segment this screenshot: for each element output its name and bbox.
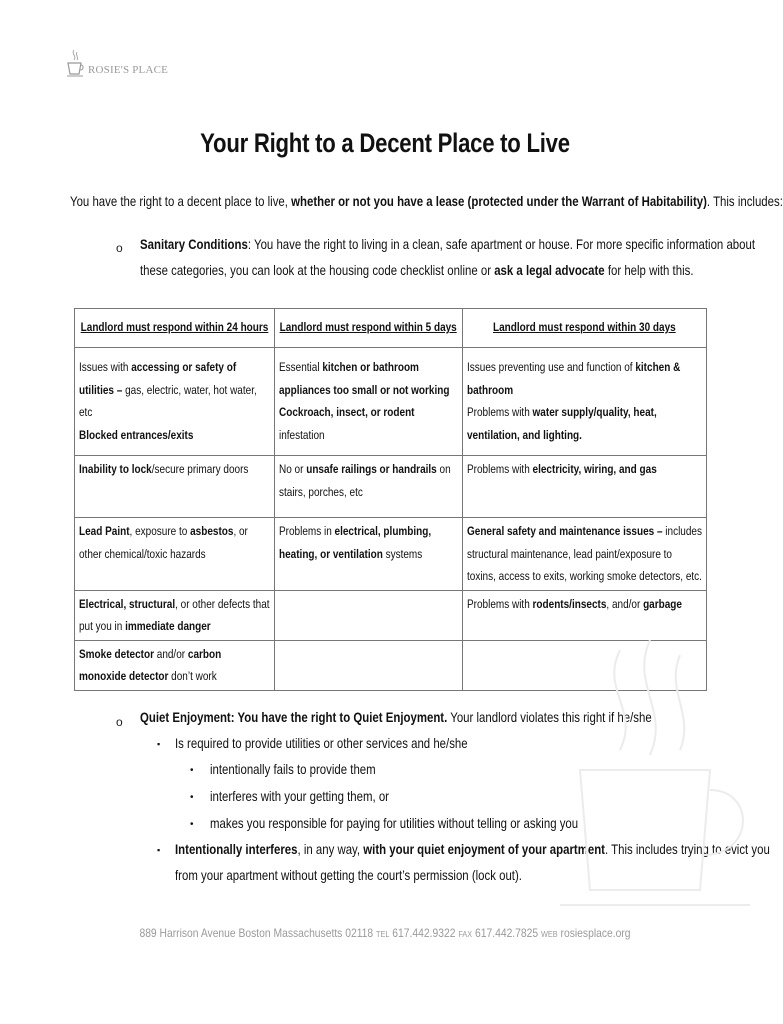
table-row <box>75 348 707 456</box>
table-cell <box>275 640 463 690</box>
header-24-hours: Landlord must respond within 24 hours <box>75 309 275 348</box>
table-row <box>75 456 707 518</box>
header-30-days: Landlord must respond within 30 days <box>463 309 707 348</box>
table-cell <box>275 590 463 640</box>
table-cell: Smoke detector and/or carbon monoxide detector don’t work <box>75 640 275 690</box>
page-title: Your Right to a Decent Place to Live <box>200 128 570 158</box>
quiet-enjoyment-heading: Quiet Enjoyment: You have the right to Quiet Enjoyment. Your landlord violates this right if he/she <box>140 710 652 725</box>
bullet-dot-icon: • <box>190 792 194 803</box>
table-cell: Problems with rodents/insects, and/or garbage <box>463 590 707 640</box>
table-row <box>75 518 707 591</box>
logo-text: ROSIE'S PLACE <box>88 64 169 76</box>
footer-contact: 889 Harrison Avenue Boston Massachusetts 02118 TEL 617.442.9322 FAX 617.442.7825 WEB rosiesplace.org <box>139 926 631 940</box>
table-row <box>75 590 707 640</box>
square-bullet-icon: ▪ <box>157 739 161 749</box>
list-bullet-circle: o <box>116 241 123 255</box>
intro-paragraph: You have the right to a decent place to live, whether or not you have a lease (protected under the Warrant of Habitability). This includes: <box>70 194 783 209</box>
table-cell: General safety and maintenance issues – includes structural maintenance, lead paint/exposure to toxins, access to exits, working smoke detectors, etc. <box>463 518 707 591</box>
table-cell: Inability to lock/secure primary doors <box>75 456 275 518</box>
table-cell: Lead Paint, exposure to asbestos, or other chemical/toxic hazards <box>75 518 275 591</box>
table-cell: Issues preventing use and function of kitchen & bathroom Problems with water supply/quality, heat, ventilation, and lighting. <box>463 348 707 456</box>
bullet-dot-icon: • <box>190 765 194 776</box>
sanitary-conditions-text: Sanitary Conditions: You have the right to living in a clean, safe apartment or house. For more specific information about these categories, you can look at the housing code checklist online or ask a legal advocate for help with this. <box>140 237 756 278</box>
header-5-days: Landlord must respond within 5 days <box>275 309 463 348</box>
list-bullet-circle: o <box>116 715 123 729</box>
coffee-cup-icon <box>66 48 84 78</box>
quiet-sub-sub-item: makes you responsible for paying for utilities without telling or asking you <box>210 816 579 831</box>
quiet-sub-sub-item: interferes with your getting them, or <box>210 789 389 804</box>
bullet-dot-icon: • <box>190 819 194 830</box>
quiet-sub-sub-item: intentionally fails to provide them <box>210 762 376 777</box>
logo <box>66 48 168 78</box>
quiet-sub-item: Is required to provide utilities or other services and he/she <box>175 736 468 751</box>
response-time-table <box>74 308 707 691</box>
table-cell: No or unsafe railings or handrails on stairs, porches, etc <box>275 456 463 518</box>
table-cell: Issues with accessing or safety of utilities – gas, electric, water, hot water, etc Blocked entrances/exits <box>75 348 275 456</box>
square-bullet-icon: ▪ <box>157 845 161 855</box>
table-header-row <box>75 309 707 348</box>
table-cell: Essential kitchen or bathroom appliances too small or not working Cockroach, insect, or rodent infestation <box>275 348 463 456</box>
table-cell: Problems in electrical, plumbing, heating, or ventilation systems <box>275 518 463 591</box>
table-cell: Electrical, structural, or other defects that put you in immediate danger <box>75 590 275 640</box>
coffee-cup-watermark-icon <box>560 640 760 920</box>
table-cell: Problems with electricity, wiring, and gas <box>463 456 707 518</box>
quiet-sub-item: Intentionally interferes, in any way, with your quiet enjoyment of your apartment. This includes trying to evict you from your apartment without getting the court’s permission (lock out). <box>175 842 770 883</box>
